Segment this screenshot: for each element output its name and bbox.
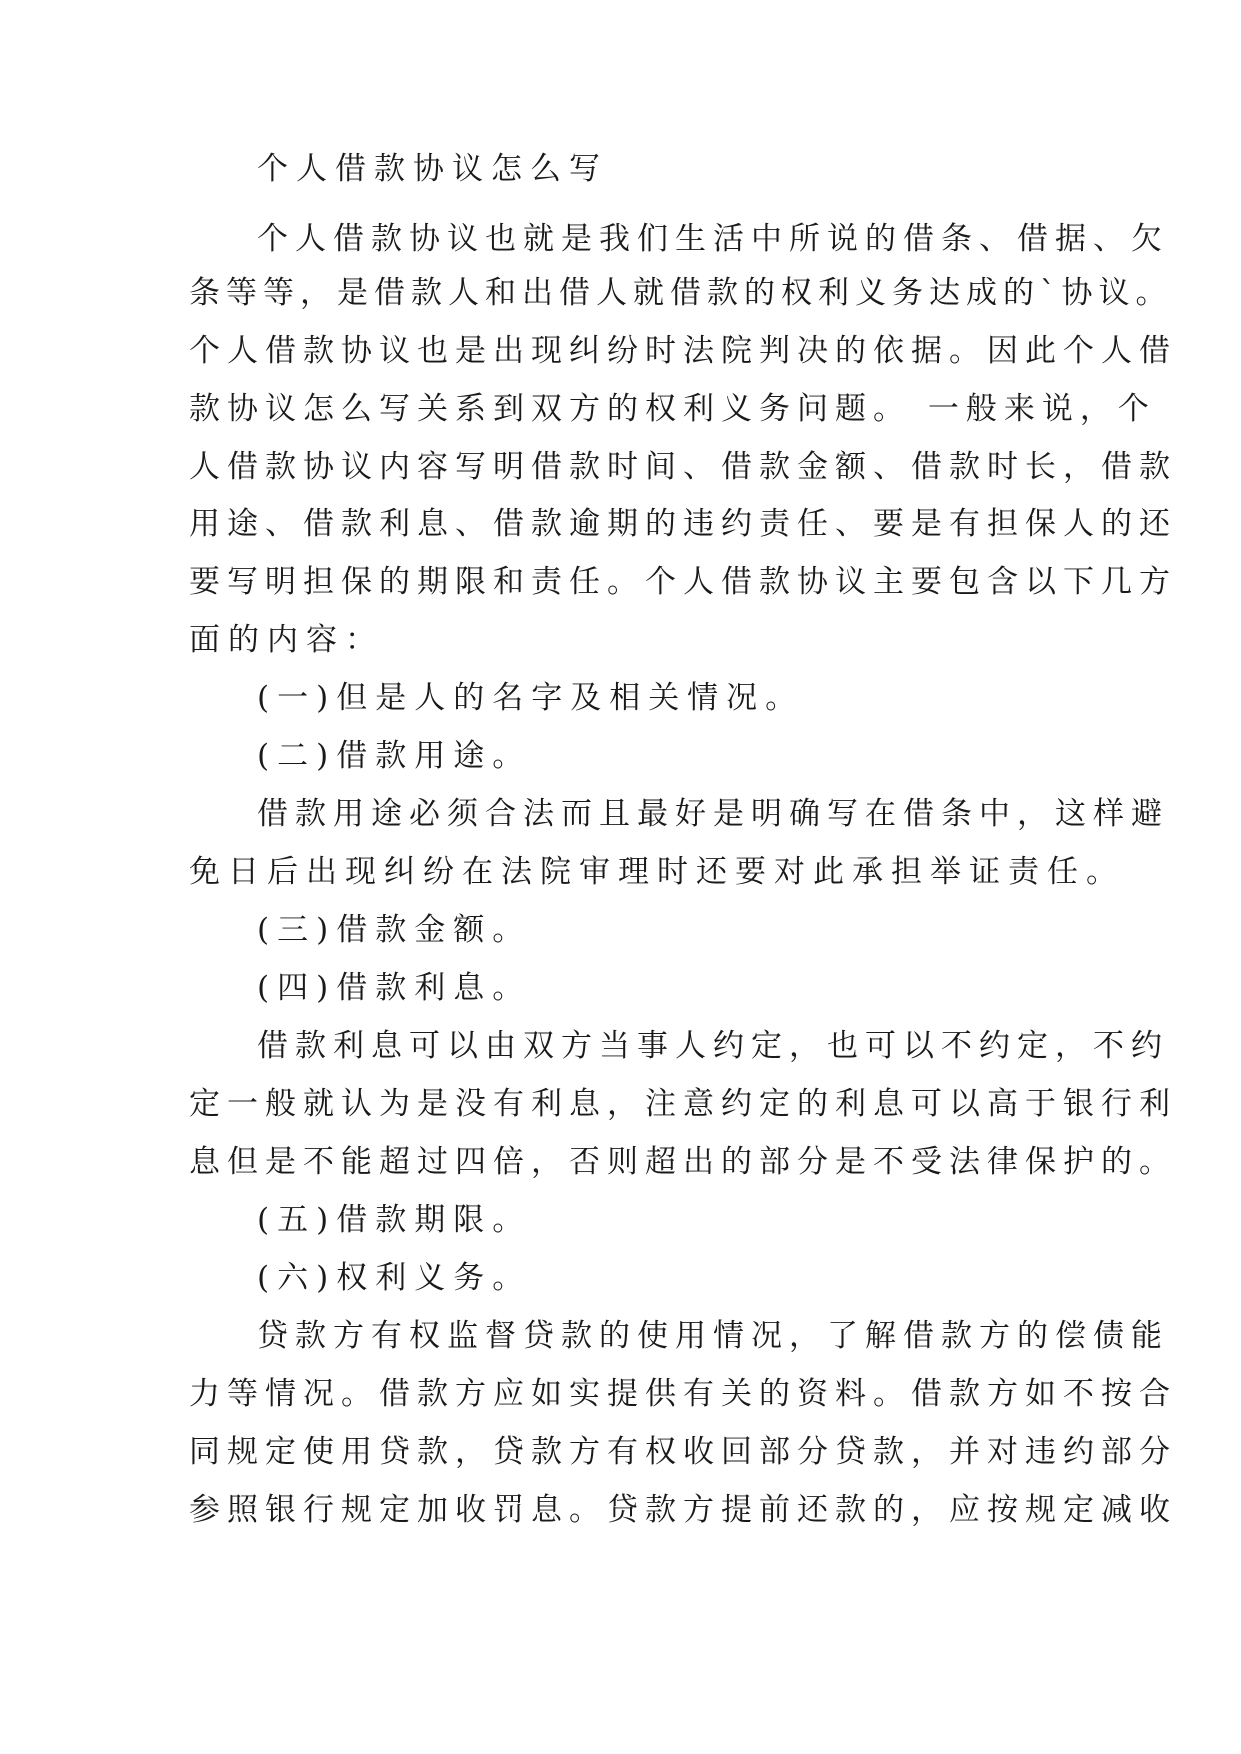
paragraph-line: 息但是不能超过四倍，否则超出的部分是不受法律保护的。 — [189, 1144, 1177, 1180]
paragraph-line: 条等等，是借款人和出借人就借款的权利义务达成的`协议。 — [189, 275, 1173, 311]
paragraph-line: 款协议怎么写关系到双方的权利义务问题。 一般来说，个 — [189, 391, 1156, 427]
paragraph-line: 借款利息可以由双方当事人约定，也可以不约定，不约 — [257, 1028, 1169, 1064]
paragraph-line: 面的内容： — [189, 622, 384, 658]
list-item: (六)权利义务。 — [257, 1260, 532, 1296]
list-item: (三)借款金额。 — [257, 912, 532, 948]
list-item: (二)借款用途。 — [257, 738, 532, 774]
paragraph-line: 同规定使用贷款，贷款方有权收回部分贷款，并对违约部分 — [189, 1434, 1177, 1470]
list-item: (五)借款期限。 — [257, 1202, 532, 1238]
paragraph-line: 借款用途必须合法而且最好是明确写在借条中，这样避 — [257, 796, 1169, 832]
list-item: (四)借款利息。 — [257, 970, 532, 1006]
paragraph-line: 免日后出现纠纷在法院审理时还要对此承担举证责任。 — [189, 854, 1125, 890]
document-title: 个人借款协议怎么写 — [257, 151, 608, 187]
paragraph-line: 个人借款协议也就是我们生活中所说的借条、借据、欠 — [257, 221, 1169, 257]
paragraph-line: 贷款方有权监督贷款的使用情况，了解借款方的偿债能 — [257, 1318, 1169, 1354]
paragraph-line: 要写明担保的期限和责任。个人借款协议主要包含以下几方 — [189, 564, 1177, 600]
paragraph-line: 用途、借款利息、借款逾期的违约责任、要是有担保人的还 — [189, 506, 1177, 542]
paragraph-line: 人借款协议内容写明借款时间、借款金额、借款时长，借款 — [189, 449, 1177, 485]
list-item: (一)但是人的名字及相关情况。 — [257, 680, 805, 716]
paragraph-line: 参照银行规定加收罚息。贷款方提前还款的，应按规定减收 — [189, 1492, 1177, 1528]
paragraph-line: 力等情况。借款方应如实提供有关的资料。借款方如不按合 — [189, 1376, 1177, 1412]
paragraph-line: 定一般就认为是没有利息，注意约定的利息可以高于银行利 — [189, 1086, 1177, 1122]
paragraph-line: 个人借款协议也是出现纠纷时法院判决的依据。因此个人借 — [189, 333, 1177, 369]
